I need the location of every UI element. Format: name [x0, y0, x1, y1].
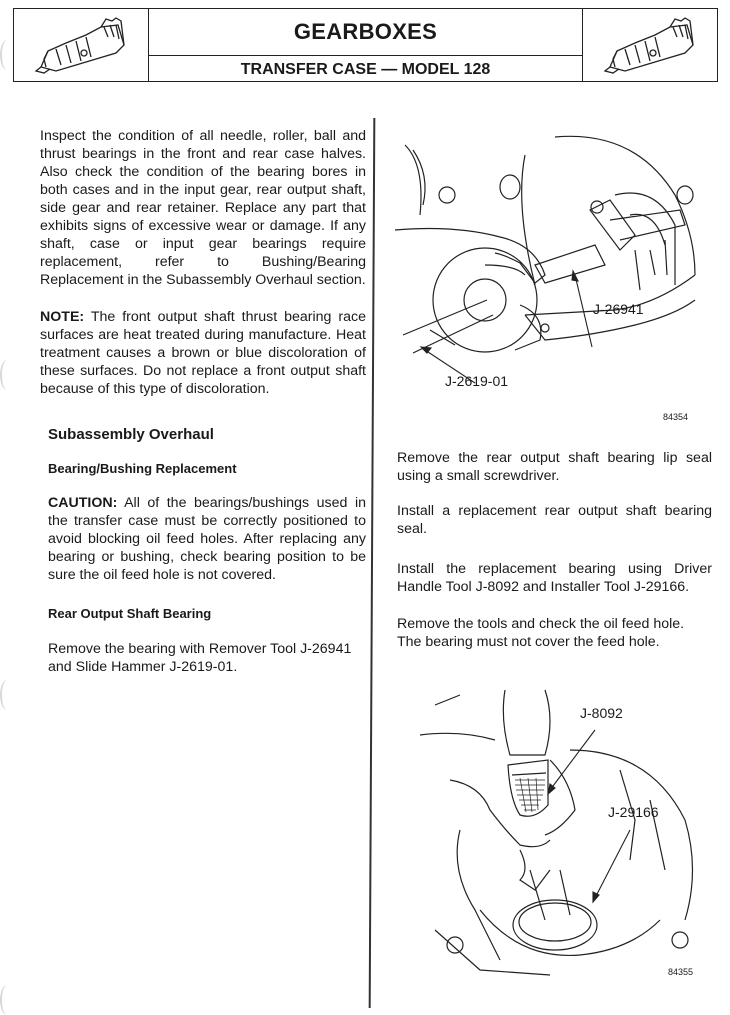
figure-bearing-removal [395, 125, 715, 425]
transfer-case-drawing-icon [595, 15, 705, 77]
label-slide-hammer: J-2619-01 [445, 373, 509, 389]
binder-hole-mark [0, 680, 14, 710]
bearing-removal-illustration [395, 125, 715, 425]
step-paragraph: Install the replacement bearing using Driver Handle Tool J-8092 and Installer Tool J-29166. [397, 561, 712, 595]
page-title: GEARBOXES [149, 9, 582, 56]
label-remover-tool: J-26941 [593, 301, 644, 317]
figure-bearing-install [420, 670, 715, 985]
label-driver-handle: J-8092 [580, 705, 623, 721]
label-installer-tool: J-29166 [608, 804, 659, 820]
caution-paragraph [48, 494, 366, 584]
note-text: The front output shaft thrust bearing race surfaces are heat treated during manufacture. Heat treatment causes a brown or blue discoloration of these surfaces. Do not replace a front output shaft because of this type of discoloration. [40, 309, 366, 397]
subsection-heading: Bearing/Bushing Replacement [48, 461, 237, 476]
header-logo-left [14, 9, 149, 81]
left-column [40, 127, 366, 676]
bearing-install-illustration [420, 670, 715, 985]
binder-hole-mark [0, 40, 14, 70]
header-title-block [149, 9, 582, 81]
binder-hole-mark [0, 985, 14, 1015]
transfer-case-drawing-icon [26, 15, 136, 77]
figure-number: 84354 [663, 412, 689, 422]
page-subtitle: TRANSFER CASE — MODEL 128 [240, 60, 491, 78]
note-paragraph [40, 308, 366, 398]
intro-paragraph: Inspect the condition of all needle, roller, ball and thrust bearings in the front and rear case halves. Also check the condition of the bearing bores in both cases and in the input gear, rear output shaft, side gear and rear retainer. Replace any part that exhibits signs of excessive wear or damage. If any shaft, case or input gear bearings require replacement, refer to Bushing/Bearing Replacement in the Subassembly Overhaul section. [40, 128, 366, 288]
caution-text: All of the bearings/bushings used in the transfer case must be correctly positioned to avoid blocking oil feed holes. After replacing any bearing or bushing, check bearing position to be sure the oil feed hole is not covered. [48, 495, 366, 583]
step-paragraph: Remove the tools and check the oil feed hole. The bearing must not cover the feed hole. [397, 616, 685, 650]
column-divider [369, 118, 375, 1008]
section-heading: Subassembly Overhaul [48, 426, 214, 443]
caution-label: CAUTION: [48, 495, 118, 511]
page-header [13, 8, 718, 82]
procedure-heading: Rear Output Shaft Bearing [48, 606, 212, 621]
procedure-paragraph: Remove the bearing with Remover Tool J-26941 and Slide Hammer J-2619-01. [48, 641, 352, 675]
note-label: NOTE: [40, 309, 85, 325]
step-paragraph: Install a replacement rear output shaft bearing seal. [397, 503, 712, 537]
step-paragraph: Remove the rear output shaft bearing lip seal using a small screwdriver. [397, 450, 712, 484]
figure-number: 84355 [668, 967, 694, 977]
binder-hole-mark [0, 360, 14, 390]
header-logo-right [582, 9, 717, 81]
